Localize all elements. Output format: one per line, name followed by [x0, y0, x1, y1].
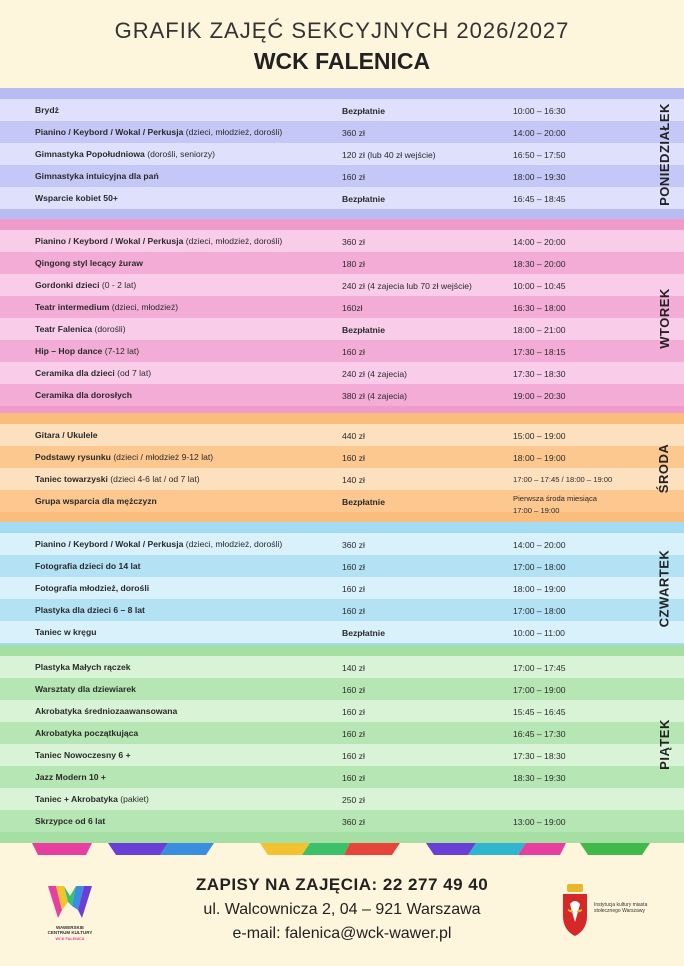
class-time: 14:00 – 20:00 — [513, 540, 566, 550]
class-price: 160 zł — [342, 707, 365, 717]
class-price: Bezpłatnie — [342, 497, 385, 507]
class-name — [35, 127, 282, 137]
class-price: 140 zł — [342, 663, 365, 673]
class-time: 17:00 – 19:00 — [513, 685, 566, 695]
class-audience: (dzieci, młodzież, dorośli) — [183, 236, 283, 246]
class-price: 160 zł — [342, 562, 365, 572]
class-time: 19:00 – 20:30 — [513, 391, 566, 401]
schedule-row — [0, 384, 684, 406]
schedule-row — [0, 446, 684, 468]
class-title: Qingong styl lecący żuraw — [35, 258, 143, 268]
class-price: 360 zł — [342, 540, 365, 550]
class-name — [35, 390, 132, 400]
class-title: Gimnastyka Popołudniowa — [35, 149, 145, 159]
class-time: 18:30 – 19:30 — [513, 773, 566, 783]
day-name: ŚRODA — [656, 443, 672, 493]
class-name — [35, 662, 131, 672]
class-time: 18:00 – 19:30 — [513, 172, 566, 182]
class-name — [35, 605, 145, 615]
class-time: 10:00 – 11:00 — [513, 628, 565, 638]
class-name — [35, 324, 126, 334]
schedule-row — [0, 555, 684, 577]
day-tuesday-label — [644, 219, 684, 417]
class-title: Skrzypce od 6 lat — [35, 816, 106, 826]
schedule-row — [0, 810, 684, 832]
class-time: 16:30 – 18:00 — [513, 303, 566, 313]
day-name: PONIEDZIAŁEK — [656, 102, 672, 206]
class-title: Taniec Nowoczesny 6 + — [35, 750, 131, 760]
schedule-row — [0, 143, 684, 165]
class-price: 160zł — [342, 303, 363, 313]
class-audience: (dzieci, młodzież, dorośli) — [183, 127, 283, 137]
class-price: 360 zł — [342, 128, 365, 138]
class-time — [513, 493, 597, 517]
wck-logo-subcaption: WCK FALENICA — [55, 937, 85, 941]
class-name — [35, 496, 157, 506]
class-time-line1: Pierwsza środa miesiąca — [513, 494, 597, 503]
class-name — [35, 706, 177, 716]
rainbow-divider — [0, 843, 684, 855]
class-audience: (dzieci, młodzież, dorośli) — [183, 539, 283, 549]
class-price: 160 zł — [342, 773, 365, 783]
class-name — [35, 368, 151, 378]
class-time: 10:00 – 16:30 — [513, 106, 566, 116]
schedule-row — [0, 296, 684, 318]
class-price: 160 zł — [342, 347, 365, 357]
day-monday-section — [0, 88, 684, 220]
class-price: Bezpłatnie — [342, 628, 385, 638]
class-time: 18:00 – 21:00 — [513, 325, 566, 335]
class-audience: (dorośli) — [92, 324, 126, 334]
schedule-row — [0, 187, 684, 209]
class-name — [35, 794, 149, 804]
warsaw-logo — [560, 882, 670, 942]
day-wednesday-section — [0, 413, 684, 523]
class-title: Ceramika dla dzieci — [35, 368, 115, 378]
class-name — [35, 171, 159, 181]
class-name — [35, 346, 139, 356]
class-price: 160 zł — [342, 685, 365, 695]
section-strip — [0, 413, 684, 424]
class-name — [35, 430, 98, 440]
class-price: Bezpłatnie — [342, 106, 385, 116]
class-name — [35, 149, 215, 159]
warsaw-crest-icon — [560, 882, 590, 938]
page-subtitle: WCK FALENICA — [253, 48, 431, 74]
class-title: Warsztaty dla dziewiarek — [35, 684, 136, 694]
class-title: Gimnastyka intuicyjna dla pań — [35, 171, 159, 181]
class-name — [35, 236, 282, 246]
warsaw-logo-caption: Instytucja kultury miasta stołecznego Warszawy — [594, 902, 648, 914]
page-title: GRAFIK ZAJĘĆ SEKCYJNYCH 2026/2027 — [114, 18, 570, 43]
schedule-row — [0, 424, 684, 446]
section-strip — [0, 832, 684, 843]
section-strip — [0, 219, 684, 230]
class-name — [35, 816, 105, 826]
class-time: 17:00 – 17:45 / 18:00 – 19:00 — [513, 475, 613, 484]
section-strip — [0, 88, 684, 99]
class-name — [35, 105, 59, 115]
class-time: 18:30 – 20:00 — [513, 259, 566, 269]
class-price: 240 zł (4 zajecia lub 70 zł wejście) — [342, 281, 472, 291]
class-time: 18:00 – 19:00 — [513, 453, 566, 463]
class-title: Fotografia młodzież, dorośli — [35, 583, 150, 593]
wck-logo-caption: WAWERSKIE CENTRUM KULTURY — [47, 925, 93, 935]
class-time: 13:00 – 19:00 — [513, 817, 566, 827]
class-price: 250 zł — [342, 795, 365, 805]
day-name: WTOREK — [656, 287, 672, 349]
schedule-row — [0, 468, 684, 490]
class-title: Teatr Falenica — [35, 324, 93, 334]
class-price: 160 zł — [342, 606, 365, 616]
day-wednesday-label — [644, 413, 684, 523]
class-price: 240 zł (4 zajecia) — [342, 369, 407, 379]
class-name — [35, 627, 96, 637]
class-title: Akrobatyka średniozaawansowana — [35, 706, 178, 716]
class-title: Taniec w kręgu — [35, 627, 97, 637]
schedule-row — [0, 621, 684, 643]
day-monday-label — [644, 88, 684, 220]
class-time: 16:50 – 17:50 — [513, 150, 566, 160]
class-time: 17:00 – 18:00 — [513, 562, 566, 572]
schedule-row — [0, 121, 684, 143]
schedule-row — [0, 362, 684, 384]
schedule-row — [0, 340, 684, 362]
class-name — [35, 583, 149, 593]
class-title: Podstawy rysunku — [35, 452, 111, 462]
class-price: 160 zł — [342, 453, 365, 463]
class-title: Ceramika dla dorosłych — [35, 390, 132, 400]
address: ul. Walcownicza 2, 04 – 921 Warszawa — [203, 901, 481, 918]
class-name — [35, 684, 136, 694]
schedule-row — [0, 230, 684, 252]
class-title: Taniec towarzyski — [35, 474, 108, 484]
schedule-row — [0, 577, 684, 599]
class-title: Taniec + Akrobatyka — [35, 794, 118, 804]
class-name — [35, 750, 131, 760]
class-name — [35, 452, 213, 462]
schedule-row — [0, 722, 684, 744]
class-price: 140 zł — [342, 475, 365, 485]
class-price: 180 zł — [342, 259, 365, 269]
class-title: Wsparcie kobiet 50+ — [35, 193, 118, 203]
schedule-row — [0, 252, 684, 274]
class-price: 160 zł — [342, 751, 365, 761]
schedule-row — [0, 599, 684, 621]
class-name — [35, 474, 200, 484]
class-title: Brydż — [35, 105, 59, 115]
class-name — [35, 280, 136, 290]
class-time: 16:45 – 17:30 — [513, 729, 566, 739]
class-price: 160 zł — [342, 729, 365, 739]
signup-phone: ZAPISY NA ZAJĘCIA: 22 277 49 40 — [195, 875, 489, 894]
class-title: Pianino / Keybord / Wokal / Perkusja — [35, 127, 184, 137]
class-title: Jazz Modern 10 + — [35, 772, 106, 782]
schedule-row — [0, 318, 684, 340]
class-name — [35, 193, 118, 203]
class-name — [35, 258, 143, 268]
class-price: 120 zł (lub 40 zł wejście) — [342, 150, 436, 160]
page-header — [0, 0, 684, 90]
class-time: 17:00 – 18:00 — [513, 606, 566, 616]
class-time: 10:00 – 10:45 — [513, 281, 566, 291]
class-audience: (dzieci / młodzież 9-12 lat) — [110, 452, 214, 462]
class-time: 16:45 – 18:45 — [513, 194, 566, 204]
class-name — [35, 539, 282, 549]
day-friday-label — [644, 645, 684, 843]
class-price: 380 zł (4 zajecia) — [342, 391, 407, 401]
day-name: PIĄTEK — [656, 718, 672, 770]
class-price: 160 zł — [342, 584, 365, 594]
schedule-row — [0, 490, 684, 515]
day-thursday-section — [0, 522, 684, 654]
class-time: 18:00 – 19:00 — [513, 584, 566, 594]
class-title: Gordonki dzieci — [35, 280, 100, 290]
class-name — [35, 728, 138, 738]
schedule-row — [0, 766, 684, 788]
class-audience: (7-12 lat) — [102, 346, 140, 356]
class-price: 360 zł — [342, 817, 365, 827]
class-title: Pianino / Keybord / Wokal / Perkusja — [35, 539, 184, 549]
class-title: Hip – Hop dance — [35, 346, 103, 356]
day-friday-section — [0, 645, 684, 843]
class-time: 17:30 – 18:30 — [513, 751, 566, 761]
class-price: 360 zł — [342, 237, 365, 247]
class-title: Plastyka dla dzieci 6 – 8 lat — [35, 605, 145, 615]
class-price: 160 zł — [342, 172, 365, 182]
class-name — [35, 561, 141, 571]
schedule-row — [0, 700, 684, 722]
class-time: 15:45 – 16:45 — [513, 707, 566, 717]
class-price: Bezpłatnie — [342, 325, 385, 335]
class-audience: (pakiet) — [117, 794, 149, 804]
schedule-row — [0, 533, 684, 555]
class-time: 17:30 – 18:30 — [513, 369, 566, 379]
schedule-row — [0, 165, 684, 187]
day-name: CZWARTEK — [656, 549, 672, 627]
class-audience: (dorośli, seniorzy) — [144, 149, 216, 159]
class-audience: (dzieci 4-6 lat / od 7 lat) — [107, 474, 200, 484]
class-price: 440 zł — [342, 431, 365, 441]
schedule-row — [0, 678, 684, 700]
email-link[interactable]: e-mail: falenica@wck-wawer.pl — [232, 925, 452, 942]
class-name — [35, 302, 178, 312]
class-title: Akrobatyka początkująca — [35, 728, 139, 738]
section-strip — [0, 645, 684, 656]
class-name — [35, 772, 106, 782]
schedule-row — [0, 744, 684, 766]
class-title: Grupa wsparcia dla mężczyzn — [35, 496, 157, 506]
class-price: Bezpłatnie — [342, 194, 385, 204]
class-time: 15:00 – 19:00 — [513, 431, 566, 441]
class-time: 17:00 – 17:45 — [513, 663, 566, 673]
schedule-row — [0, 788, 684, 810]
day-thursday-label — [644, 522, 684, 654]
class-title: Plastyka Małych rączek — [35, 662, 131, 672]
schedule-row — [0, 99, 684, 121]
schedule-row — [0, 274, 684, 296]
class-title: Gitara / Ukulele — [35, 430, 98, 440]
schedule-row — [0, 656, 684, 678]
class-time: 17:30 – 18:15 — [513, 347, 566, 357]
class-title: Teatr intermedium — [35, 302, 110, 312]
class-time: 14:00 – 20:00 — [513, 237, 566, 247]
class-audience: (od 7 lat) — [114, 368, 152, 378]
class-title: Fotografia dzieci do 14 lat — [35, 561, 141, 571]
day-tuesday-section — [0, 219, 684, 417]
class-audience: (0 - 2 lat) — [99, 280, 137, 290]
class-time: 14:00 – 20:00 — [513, 128, 566, 138]
section-strip — [0, 522, 684, 533]
class-time-line2: 17:00 – 19:00 — [513, 506, 560, 515]
class-audience: (dzieci, młodzież) — [109, 302, 179, 312]
class-title: Pianino / Keybord / Wokal / Perkusja — [35, 236, 184, 246]
